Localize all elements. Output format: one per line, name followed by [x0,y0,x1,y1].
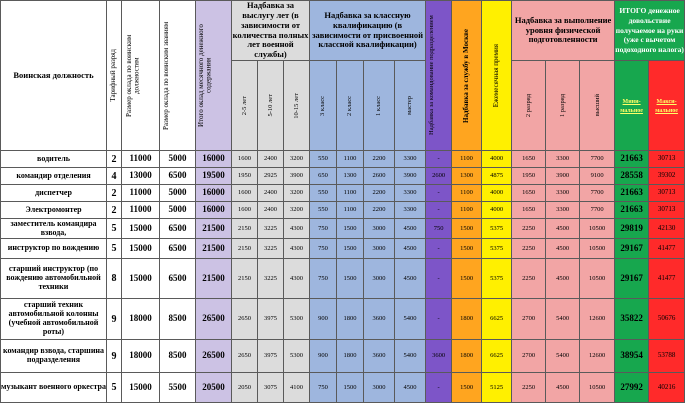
row-position: диспетчер [1,185,107,202]
row-seniority-5-10: 2400 [258,202,284,219]
row-fitness-1: 5400 [546,340,580,373]
row-total-max: 41477 [649,239,685,259]
header-fitness-top: высший [580,61,615,151]
row-position: командир взвода, старшина подразделения [1,340,107,373]
row-class-3: 900 [310,340,337,373]
row-total-max: 30713 [649,202,685,219]
row-class-master: 4500 [395,239,426,259]
row-class-2: 1500 [337,259,364,299]
row-seniority-5-10: 2925 [258,168,284,185]
row-total-min: 27992 [615,373,649,403]
row-seniority-2-5: 1600 [232,185,258,202]
row-class-3: 900 [310,299,337,340]
row-seniority-5-10: 2400 [258,185,284,202]
header-fitness-1: 1 разряд [546,61,580,151]
row-seniority-10-15: 5300 [284,299,310,340]
row-total-monthly: 20500 [196,373,232,403]
header-command: Надбавка за командование подразделением [426,1,452,151]
row-salary-position: 18000 [122,340,160,373]
row-tariff: 5 [107,373,122,403]
row-class-3: 750 [310,219,337,239]
row-salary-position: 15000 [122,219,160,239]
row-bonus: 4000 [482,202,512,219]
row-salary-position: 15000 [122,259,160,299]
header-seniority-5-10: 5-10 лет [258,61,284,151]
row-seniority-5-10: 3225 [258,239,284,259]
row-fitness-1: 3900 [546,168,580,185]
row-class-2: 1500 [337,219,364,239]
row-seniority-10-15: 3200 [284,151,310,168]
row-class-master: 3300 [395,185,426,202]
row-seniority-5-10: 3075 [258,373,284,403]
row-class-2: 1800 [337,340,364,373]
row-class-master: 4500 [395,259,426,299]
row-seniority-10-15: 4100 [284,373,310,403]
row-tariff: 5 [107,219,122,239]
row-position: заместитель командира взвода, [1,219,107,239]
header-seniority-2-5: 2-5 лет [232,61,258,151]
row-fitness-1: 4500 [546,239,580,259]
row-moscow: 1100 [452,151,482,168]
row-salary-rank: 6500 [160,259,196,299]
row-salary-rank: 5500 [160,373,196,403]
row-class-3: 550 [310,202,337,219]
row-total-monthly: 16000 [196,151,232,168]
row-total-min: 28558 [615,168,649,185]
row-tariff: 4 [107,168,122,185]
row-total-min: 29819 [615,219,649,239]
row-command: - [426,239,452,259]
row-seniority-2-5: 1600 [232,202,258,219]
row-class-3: 750 [310,239,337,259]
row-seniority-2-5: 2150 [232,239,258,259]
row-bonus: 5375 [482,239,512,259]
row-class-master: 4500 [395,219,426,239]
row-class-2: 1100 [337,151,364,168]
row-seniority-10-15: 4300 [284,239,310,259]
row-total-monthly: 26500 [196,340,232,373]
row-command: 750 [426,219,452,239]
row-fitness-2: 2700 [512,340,546,373]
row-position: старший инструктор (по вождению автомобильной техники [1,259,107,299]
row-total-monthly: 16000 [196,202,232,219]
header-total-group: ИТОГО денежное довольствие получаемое на руки (уже с вычетом подоходного налога) [615,1,685,61]
row-bonus: 4875 [482,168,512,185]
row-class-3: 750 [310,373,337,403]
row-salary-rank: 8500 [160,340,196,373]
row-seniority-5-10: 2400 [258,151,284,168]
row-class-1: 3600 [364,299,395,340]
row-fitness-2: 2250 [512,219,546,239]
header-total-monthly: Итого оклад месячного денежного содержания [196,1,232,151]
row-class-2: 1800 [337,299,364,340]
row-seniority-10-15: 3900 [284,168,310,185]
row-class-master: 4500 [395,373,426,403]
row-salary-rank: 5000 [160,151,196,168]
row-fitness-2: 1650 [512,202,546,219]
row-class-3: 550 [310,151,337,168]
row-fitness-top: 9100 [580,168,615,185]
row-salary-position: 13000 [122,168,160,185]
row-class-1: 3000 [364,373,395,403]
row-seniority-5-10: 3975 [258,340,284,373]
row-tariff: 5 [107,239,122,259]
header-position: Воинская должность [1,1,107,151]
row-class-1: 3000 [364,259,395,299]
row-command: - [426,202,452,219]
row-salary-rank: 8500 [160,299,196,340]
row-seniority-2-5: 2150 [232,259,258,299]
row-seniority-10-15: 4300 [284,219,310,239]
row-position: старший техник автомобильной колонны (учебной автомобильной роты) [1,299,107,340]
row-salary-position: 15000 [122,373,160,403]
header-moscow: Надбавка за службу в Москве [452,1,482,151]
row-total-min: 21663 [615,151,649,168]
row-seniority-10-15: 3200 [284,185,310,202]
row-class-3: 750 [310,259,337,299]
row-moscow: 1800 [452,340,482,373]
row-moscow: 1800 [452,299,482,340]
row-seniority-2-5: 1950 [232,168,258,185]
table-row [1,185,685,202]
row-seniority-2-5: 2150 [232,219,258,239]
row-moscow: 1500 [452,259,482,299]
row-tariff: 9 [107,299,122,340]
table-row [1,373,685,403]
row-seniority-2-5: 2650 [232,299,258,340]
row-fitness-1: 4500 [546,219,580,239]
row-seniority-10-15: 4300 [284,259,310,299]
row-fitness-top: 12600 [580,299,615,340]
row-tariff: 2 [107,202,122,219]
row-total-max: 39302 [649,168,685,185]
header-class-2: 2 класс [337,61,364,151]
row-seniority-5-10: 3225 [258,219,284,239]
row-fitness-top: 10500 [580,239,615,259]
row-fitness-top: 7700 [580,185,615,202]
header-salary-rank: Размер оклада по воинским званиям [160,1,196,151]
row-class-master: 3300 [395,151,426,168]
row-class-2: 1500 [337,373,364,403]
row-bonus: 5375 [482,219,512,239]
row-total-max: 53788 [649,340,685,373]
row-fitness-1: 3300 [546,185,580,202]
row-fitness-top: 10500 [580,219,615,239]
row-class-2: 1500 [337,239,364,259]
row-total-min: 29167 [615,259,649,299]
row-fitness-2: 2700 [512,299,546,340]
row-fitness-top: 7700 [580,202,615,219]
row-total-monthly: 19500 [196,168,232,185]
row-tariff: 2 [107,185,122,202]
row-total-min: 35822 [615,299,649,340]
row-class-master: 3900 [395,168,426,185]
row-position: инструктор по вождению [1,239,107,259]
row-salary-rank: 6500 [160,219,196,239]
row-fitness-top: 10500 [580,373,615,403]
row-moscow: 1500 [452,219,482,239]
row-total-monthly: 21500 [196,219,232,239]
header-class-1: 1 класс [364,61,395,151]
row-fitness-2: 1650 [512,185,546,202]
row-seniority-2-5: 1600 [232,151,258,168]
row-command: - [426,185,452,202]
row-bonus: 4000 [482,151,512,168]
row-class-3: 550 [310,185,337,202]
row-class-2: 1100 [337,202,364,219]
row-fitness-1: 3300 [546,202,580,219]
row-command: 3600 [426,340,452,373]
row-fitness-1: 4500 [546,373,580,403]
row-salary-rank: 6500 [160,239,196,259]
row-salary-rank: 5000 [160,185,196,202]
header-fitness-2: 2 разряд [512,61,546,151]
row-class-1: 3000 [364,239,395,259]
header-total-min: Мини-мальное [615,61,649,151]
row-class-3: 650 [310,168,337,185]
row-class-1: 2200 [364,185,395,202]
row-total-min: 38954 [615,340,649,373]
row-total-monthly: 26500 [196,299,232,340]
row-total-max: 40216 [649,373,685,403]
header-seniority-group: Надбавка за выслугу лет (в зависимости от количества полных лет военной службы) [232,0,309,60]
row-moscow: 1300 [452,168,482,185]
row-position: музыкант военного оркестра [1,373,107,403]
row-total-max: 50676 [649,299,685,340]
row-bonus: 4000 [482,185,512,202]
row-bonus: 5125 [482,373,512,403]
row-fitness-top: 10500 [580,259,615,299]
table-row [1,168,685,185]
row-fitness-1: 3300 [546,151,580,168]
header-total-max: Макси-мальное [649,61,685,151]
header-salary-position: Размер оклада по воинским должностям [122,1,160,151]
row-bonus: 5375 [482,259,512,299]
row-class-1: 3000 [364,219,395,239]
row-total-min: 29167 [615,239,649,259]
table-row [1,239,685,259]
row-fitness-2: 1650 [512,151,546,168]
row-seniority-5-10: 3225 [258,259,284,299]
row-total-min: 21663 [615,185,649,202]
row-position: Электромонтер [1,202,107,219]
row-total-max: 42130 [649,219,685,239]
row-tariff: 9 [107,340,122,373]
row-position: командир отделения [1,168,107,185]
row-salary-position: 11000 [122,151,160,168]
header-fitness-group: Надбавка за выполнение уровня физической подготовленности [512,1,615,61]
row-fitness-2: 2250 [512,239,546,259]
row-total-monthly: 16000 [196,185,232,202]
row-total-min: 21663 [615,202,649,219]
row-salary-rank: 6500 [160,168,196,185]
row-fitness-1: 4500 [546,259,580,299]
row-moscow: 1100 [452,202,482,219]
row-class-master: 5400 [395,340,426,373]
row-seniority-2-5: 2650 [232,340,258,373]
row-salary-position: 11000 [122,185,160,202]
row-position: водитель [1,151,107,168]
table-row [1,340,685,373]
row-salary-position: 15000 [122,239,160,259]
row-moscow: 1100 [452,185,482,202]
row-tariff: 8 [107,259,122,299]
row-moscow: 1500 [452,373,482,403]
table-row [1,299,685,340]
header-class-group: Надбавка за классную квалификацию (в зависимости от присвоенной классной квалификации) [310,1,426,61]
row-seniority-2-5: 2050 [232,373,258,403]
row-fitness-top: 7700 [580,151,615,168]
row-class-1: 2200 [364,151,395,168]
row-seniority-5-10: 3975 [258,299,284,340]
row-tariff: 2 [107,151,122,168]
row-class-1: 3600 [364,340,395,373]
row-fitness-2: 1950 [512,168,546,185]
row-command: - [426,299,452,340]
table-row [1,219,685,239]
table-row [1,202,685,219]
row-command: - [426,259,452,299]
row-total-monthly: 21500 [196,239,232,259]
row-class-1: 2600 [364,168,395,185]
row-total-monthly: 21500 [196,259,232,299]
row-total-max: 30713 [649,185,685,202]
row-fitness-2: 2250 [512,259,546,299]
row-class-2: 1100 [337,185,364,202]
row-seniority-10-15: 5300 [284,340,310,373]
row-command: 2600 [426,168,452,185]
row-fitness-2: 2250 [512,373,546,403]
header-class-3: 3 класс [310,61,337,151]
row-class-master: 5400 [395,299,426,340]
row-total-max: 30713 [649,151,685,168]
header-seniority-10-15: 10-15 лет [284,61,310,151]
table-row [1,151,685,168]
row-salary-position: 18000 [122,299,160,340]
row-salary-rank: 5000 [160,202,196,219]
header-tariff: Тарифный разряд [107,1,122,151]
row-total-max: 41477 [649,259,685,299]
header-class-master: мастер [395,61,426,151]
row-command: - [426,373,452,403]
row-class-1: 2200 [364,202,395,219]
row-bonus: 6625 [482,340,512,373]
header-bonus: Ежемесячная премия [482,1,512,151]
row-fitness-top: 12600 [580,340,615,373]
row-bonus: 6625 [482,299,512,340]
row-fitness-1: 5400 [546,299,580,340]
row-seniority-10-15: 3200 [284,202,310,219]
row-salary-position: 11000 [122,202,160,219]
row-class-master: 3300 [395,202,426,219]
row-class-2: 1300 [337,168,364,185]
table-row [1,259,685,299]
row-command: - [426,151,452,168]
row-moscow: 1500 [452,239,482,259]
